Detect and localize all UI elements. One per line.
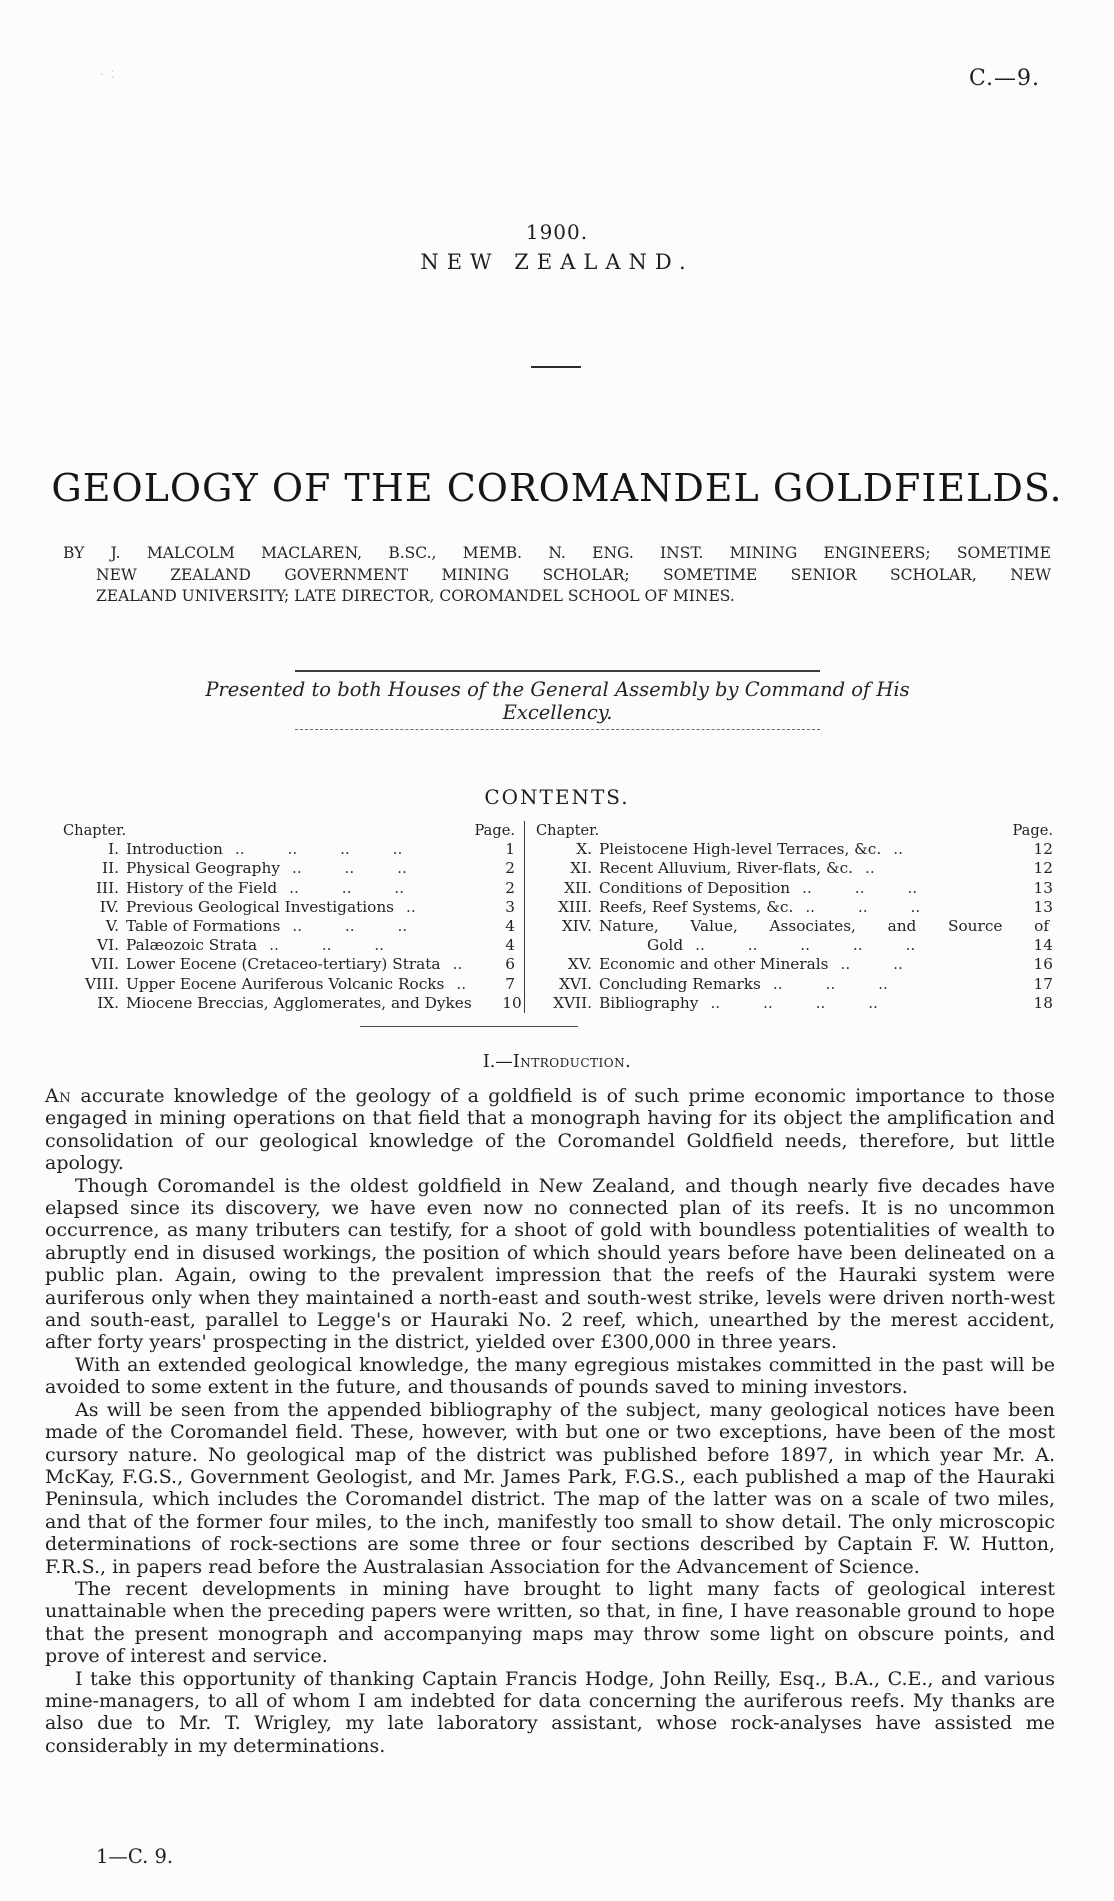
paragraph: The recent developments in mining have brought to light many facts of geological interest unattainable when the preceding papers were written, so that, in fine, I have reasonable ground to hope that the present monograph and accompanying maps may throw some light on obscure points, and prove of interest and service.: [45, 1577, 1055, 1668]
chapter-title: Reefs, Reef Systems, &c.: [599, 897, 794, 916]
chapter-number: IX.: [97, 993, 119, 1012]
chapter-title: Gold: [647, 936, 684, 955]
chapter-number: VI.: [97, 936, 119, 955]
dot-leader: .. ..: [840, 955, 903, 974]
contents-left-column: [63, 821, 525, 1013]
dot-leader: .. .. ..: [269, 936, 385, 955]
chapter-number: IV.: [99, 897, 119, 916]
chapter-number: XI.: [570, 859, 592, 878]
signature-mark: 1—C. 9.: [96, 1845, 174, 1868]
dot-leader: .. .. ..: [291, 859, 407, 878]
page-label: Page.: [1012, 822, 1053, 839]
section-title: Introduction.: [512, 1052, 632, 1072]
paragraph: Though Coromandel is the oldest goldfield in New Zealand, and though nearly five decades have elapsed since its discovery, we have even now no connected plan of its reefs. It is no uncommon occurrence, as many tributers can testify, for a shoot of gold with boundless potentialities of wealth to abruptly end in disused workings, the position of which should years before have been delineated on a public plan. Again, owing to the prevalent impression that the reefs of the Hauraki system were auriferous only when they maintained a north-east and south-west strike, levels were driven north-west and south-east, parallel to Legge's or Hauraki No. 2 reef, which, unearthed by the merest accident, after forty years' prospecting in the district, yielded over £300,000 in three years.: [45, 1174, 1055, 1354]
chapter-page: 16: [1033, 955, 1053, 974]
chapter-title: Recent Alluvium, River-flats, &c.: [599, 859, 854, 878]
lead-word: An: [45, 1085, 72, 1107]
chapter-number: I.: [108, 840, 119, 859]
chapter-title: Physical Geography: [126, 859, 280, 878]
divider-rule: [531, 366, 581, 368]
dot-leader: .. .. .. ..: [234, 840, 403, 859]
chapter-page: 13: [1033, 878, 1053, 897]
chapter-page: 12: [1033, 859, 1053, 878]
chapter-number: XVII.: [553, 993, 592, 1012]
introduction-body: [45, 1085, 1055, 1757]
chapter-label: Chapter.: [536, 822, 600, 839]
chapter-number: VIII.: [84, 974, 119, 993]
dot-leader: .. .. ..: [292, 917, 408, 936]
chapter-title: Palæozoic Strata: [126, 936, 258, 955]
chapter-title: Conditions of Deposition: [599, 878, 791, 897]
chapter-title: Previous Geological Investigations: [126, 897, 395, 916]
divider-rule: [360, 1026, 578, 1027]
chapter-title: Upper Eocene Auriferous Volcanic Rocks: [126, 974, 445, 993]
contents-row: [536, 859, 1053, 878]
chapter-page: 14: [1033, 936, 1053, 955]
dot-leader: ..: [456, 974, 467, 993]
chapter-page: 10: [502, 993, 522, 1012]
byline: [63, 543, 1051, 608]
section-number: I.—: [482, 1052, 513, 1072]
chapter-title: Nature, Value, Associates, and Source of: [599, 917, 1049, 936]
divider-rule: [295, 729, 820, 730]
dot-leader: ..: [893, 840, 903, 859]
contents-row: [536, 898, 1053, 917]
contents-row: [536, 936, 1053, 955]
contents-heading: CONTENTS.: [484, 785, 630, 809]
chapter-number: XIV.: [561, 917, 592, 936]
chapter-page: 4: [505, 917, 515, 936]
chapter-number: XIII.: [558, 897, 592, 916]
chapter-title: Bibliography: [599, 993, 699, 1012]
chapter-page: 7: [505, 974, 515, 993]
chapter-page: 13: [1033, 897, 1053, 916]
chapter-page: 17: [1033, 974, 1053, 993]
chapter-number: II.: [102, 859, 119, 878]
chapter-number: X.: [576, 840, 592, 859]
chapter-page: 3: [505, 897, 515, 916]
dot-leader: .. .. .. .. ..: [695, 936, 916, 955]
contents-row: [63, 955, 515, 974]
contents-row: [536, 994, 1053, 1013]
chapter-number: V.: [105, 917, 119, 936]
contents-row: [536, 975, 1053, 994]
contents-table: [63, 821, 1053, 1013]
chapter-title: Concluding Remarks: [599, 974, 761, 993]
dot-leader: .. .. .. ..: [710, 993, 878, 1012]
contents-row: [536, 917, 1053, 936]
section-heading: [0, 1052, 1114, 1072]
contents-row: [536, 955, 1053, 974]
contents-row: [63, 936, 515, 955]
contents-row: [63, 898, 515, 917]
dot-leader: .. .. ..: [802, 878, 918, 897]
contents-row: [63, 975, 515, 994]
contents-row: [536, 879, 1053, 898]
contents-right-column: [525, 821, 1053, 1013]
dot-leader: .. .. ..: [289, 878, 405, 897]
page-title: GEOLOGY OF THE COROMANDEL GOLDFIELDS.: [51, 466, 1063, 510]
chapter-number: XV.: [567, 955, 592, 974]
presented-statement: Presented to both Houses of the General Assembly by Command of His Excellency.: [205, 678, 910, 724]
year-heading: 1900.: [525, 220, 589, 244]
chapter-page: 6: [505, 955, 515, 974]
chapter-title: Miocene Breccias, Agglomerates, and Dykes: [126, 993, 472, 1012]
chapter-title: History of the Field: [126, 878, 278, 897]
chapter-label: Chapter.: [63, 822, 127, 839]
chapter-page: 18: [1033, 993, 1053, 1012]
chapter-title: Economic and other Minerals: [599, 955, 829, 974]
chapter-number: III.: [96, 878, 119, 897]
chapter-page: 2: [505, 878, 515, 897]
byline-line: ZEALAND UNIVERSITY; LATE DIRECTOR, COROMANDEL SCHOOL OF MINES.: [96, 587, 735, 605]
dot-leader: [472, 994, 492, 1013]
byline-line: NEW ZEALAND GOVERNMENT MINING SCHOLAR; SOMETIME SENIOR SCHOLAR, NEW: [96, 565, 1051, 584]
contents-row: [63, 840, 515, 859]
dot-leader: ..: [452, 955, 463, 974]
paragraph: I take this opportunity of thanking Captain Francis Hodge, John Reilly, Esq., B.A., C.E., and various mine-managers, to all of whom I am indebted for data concerning the auriferous reefs. My thanks are also due to Mr. T. Wrigley, my late laboratory assistant, whose rock-analyses have assisted me considerably in my determinations.: [45, 1667, 1055, 1757]
contents-row: [63, 917, 515, 936]
chapter-title: Lower Eocene (Cretaceo-tertiary) Strata: [126, 955, 441, 974]
pencil-mark: · ⁚: [100, 68, 117, 81]
paragraph: As will be seen from the appended bibliography of the subject, many geological notices have been made of the Coromandel field. These, however, with but one or two exceptions, have been of the most cursory nature. No geological map of the district was published before 1897, in which year Mr. A. McKay, F.G.S., Government Geologist, and Mr. James Park, F.G.S., each published a map of the Hauraki Peninsula, which includes the Coromandel district. The map of the latter was on a scale of two miles, and that of the former four miles, to the inch, manifestly too small to show detail. The only microscopic determinations of rock-sections are some three or four sections described by Captain F. W. Hutton, F.R.S., in papers read before the Australasian Association for the Advancement of Science.: [45, 1398, 1055, 1578]
document-code: C.—9.: [968, 66, 1040, 91]
chapter-title: Pleistocene High-level Terraces, &c.: [599, 840, 882, 859]
chapter-page: 4: [505, 936, 515, 955]
chapter-number: XVI.: [559, 974, 592, 993]
chapter-page: 2: [505, 859, 515, 878]
paragraph: With an extended geological knowledge, the many egregious mistakes committed in the past will be avoided to some extent in the future, and thousands of pounds saved to mining investors.: [45, 1353, 1055, 1399]
dot-leader: .. .. ..: [805, 897, 921, 916]
contents-row: [63, 859, 515, 878]
contents-row: [63, 993, 522, 1013]
presented-block: [150, 670, 965, 730]
chapter-title: Introduction: [126, 840, 223, 859]
byline-line: BY J. MALCOLM MACLAREN, B.SC., MEMB. N. ENG. INST. MINING ENGINEERS; SOMETIME: [63, 544, 1051, 562]
dot-leader: ..: [865, 859, 875, 878]
chapter-number: XII.: [564, 878, 592, 897]
chapter-title: Table of Formations: [126, 917, 281, 936]
dot-leader: ..: [406, 897, 416, 916]
chapter-number: VII.: [91, 955, 119, 974]
contents-row: [63, 879, 515, 898]
chapter-number: [536, 936, 599, 955]
contents-row: [536, 840, 1053, 859]
chapter-page: 12: [1033, 840, 1053, 859]
paragraph: An accurate knowledge of the geology of a goldfield is of such prime economic importance to those engaged in mining operations on that field that a monograph having for its object the amplification and consolidation of our geological knowledge of the Coromandel Goldfield needs, therefore, but little apology.: [45, 1085, 1055, 1175]
chapter-page: 1: [505, 840, 515, 859]
page-label: Page.: [474, 822, 515, 839]
dot-leader: .. .. ..: [772, 974, 888, 993]
country-heading: NEW ZEALAND.: [420, 250, 694, 274]
